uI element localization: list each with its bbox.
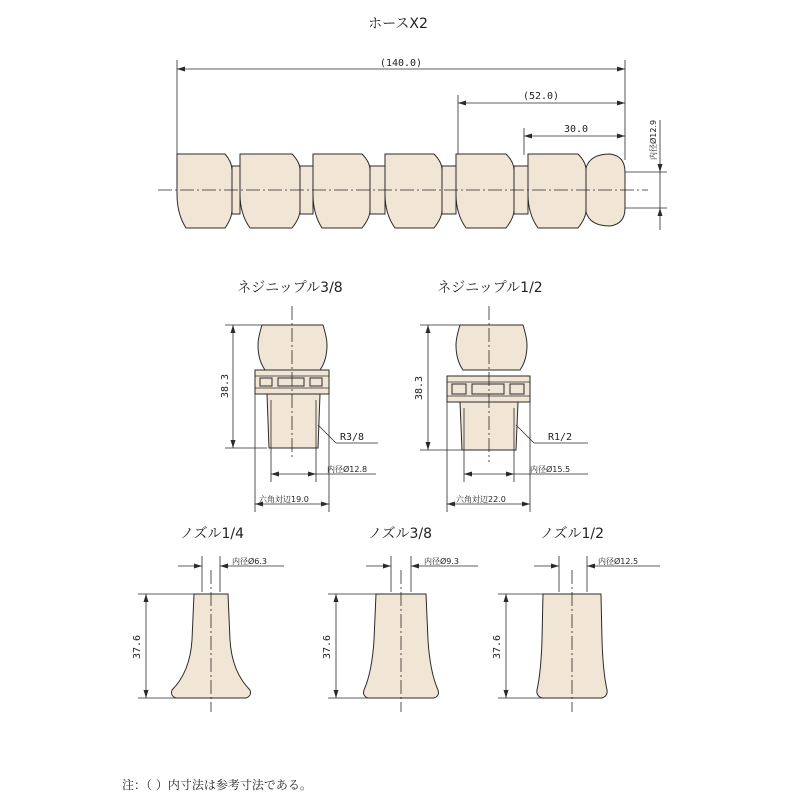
nozzle-3-8-title: ノズル3/8: [368, 526, 432, 542]
footnote: 注：（ ）内寸法は参考寸法である。: [122, 778, 312, 792]
nozzle-1-4-height-label: 37.6: [132, 634, 143, 660]
nozzle-1-4-title: ノズル1/4: [180, 526, 244, 542]
hose-segment-length-label: 30.0: [563, 124, 589, 135]
hose-segment-4: [385, 154, 442, 228]
nozzle-3-8-drawing: [322, 526, 478, 712]
hose-segment-3: [313, 154, 370, 228]
hose-bore-dimension: [625, 120, 667, 230]
hose-segments: [177, 154, 625, 228]
nipple-1-2-ball: [456, 325, 527, 370]
hose-partial-length-label: (52.0): [522, 91, 560, 102]
hose-total-length-dimension: [177, 58, 625, 160]
hose-segment-length-dimension: [524, 124, 625, 155]
nipple-3-8-ball: [258, 325, 327, 370]
nozzle-1-2-height-label: 37.6: [492, 634, 503, 660]
hose-segment-1: [177, 154, 232, 228]
nipple-3-8-title: ネジニップル3/8: [237, 280, 343, 296]
hose-drawing: [158, 16, 667, 230]
nozzle-1-4-bore-label: 内径Ø6.3: [232, 557, 268, 566]
nipple-1-2-hex-label: 六角対辺22.0: [456, 495, 506, 504]
hose-segment-2: [240, 154, 300, 228]
nipple-3-8-thread-label: R3/8: [340, 432, 365, 443]
hose-segment-6: [528, 154, 586, 228]
nozzle-1-2-drawing: [492, 526, 660, 712]
nipple-1-2-title: ネジニップル1/2: [437, 280, 543, 296]
nozzle-1-2-title: ノズル1/2: [540, 526, 604, 542]
nipple-1-2-drawing: [414, 280, 588, 512]
nipple-3-8-height-label: 38.3: [220, 373, 231, 399]
hose-total-length-label: (140.0): [379, 58, 423, 69]
nipple-3-8-drawing: [220, 280, 378, 512]
hose-segment-5: [456, 154, 514, 228]
nozzle-1-4-drawing: [132, 526, 284, 712]
nipple-3-8-bore-label: 内径Ø12.8: [327, 465, 368, 474]
nipple-1-2-bore-label: 内径Ø15.5: [530, 465, 571, 474]
nipple-1-2-thread-label: R1/2: [548, 432, 573, 443]
hose-title: ホースX2: [368, 16, 428, 32]
nozzle-3-8-height-label: 37.6: [322, 634, 333, 660]
hose-partial-length-dimension: [458, 91, 625, 155]
nipple-3-8-hex-label: 六角対辺19.0: [259, 495, 309, 504]
nozzle-3-8-bore-label: 内径Ø9.3: [424, 557, 460, 566]
nipple-3-8-thread: [267, 394, 320, 448]
nozzle-1-2-bore-label: 内径Ø12.5: [598, 557, 639, 566]
hose-bore-label: 内径Ø12.9: [649, 119, 658, 160]
nipple-1-2-height-label: 38.3: [414, 375, 425, 401]
